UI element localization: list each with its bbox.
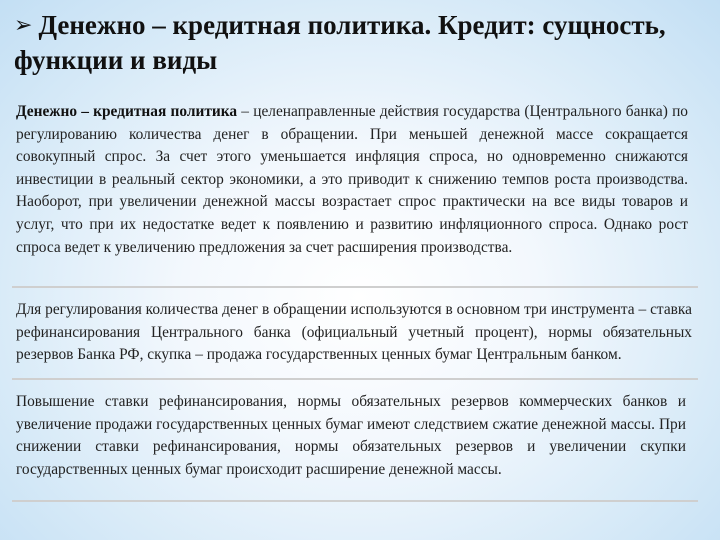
paragraph-definition-text: – целенаправленные действия государства (Центрального банка) по регулированию количества денег в обращении. При меньшей денежной массе сокращается совокупный спрос. За счет этого уменьшается инфляция спроса, но одновременно снижаются инвестиции в реальный сектор экономики, а это приводит к снижению темпов роста производства. Наоборот, при увеличении денежной массы возрастает спрос практически на все виды товаров и услуг, что при их недостатке ведет к появлению и развитию инфляционного спроса. Однако рост спроса ведет к увеличению предложения за счет расширения производства. — [16, 103, 689, 256]
paragraph-definition — [16, 101, 688, 259]
slide-title — [14, 8, 708, 77]
divider — [12, 286, 698, 288]
paragraph-effects-text: Повышение ставки рефинансирования, нормы обязательных резервов коммерческих банков и увеличение продажи государственных ценных бумаг имеют следствием сжатие денежной массы. При снижении ставки рефинансирования, нормы обязательных резервов и увеличении скупки государственных ценных бумаг происходит расширение денежной массы. — [16, 393, 686, 478]
slide-title-text: Денежно – кредитная политика. Кредит: сущность, функции и виды — [14, 10, 666, 75]
divider — [12, 378, 698, 380]
paragraph-effects — [16, 391, 686, 481]
divider — [12, 500, 698, 502]
paragraph-instruments — [16, 299, 692, 367]
paragraph-definition-lead: Денежно – кредитная политика — [16, 103, 238, 120]
arrow-bullet-icon: ➢ — [14, 13, 33, 38]
paragraph-instruments-text: Для регулирования количества денег в обращении используются в основном три инструмента – ставка рефинансирования Центрального банка (официальный учетный процент), нормы обязательных резервов Банка РФ, скупка – продажа государственных ценных бумаг Центральным банком. — [16, 301, 692, 364]
